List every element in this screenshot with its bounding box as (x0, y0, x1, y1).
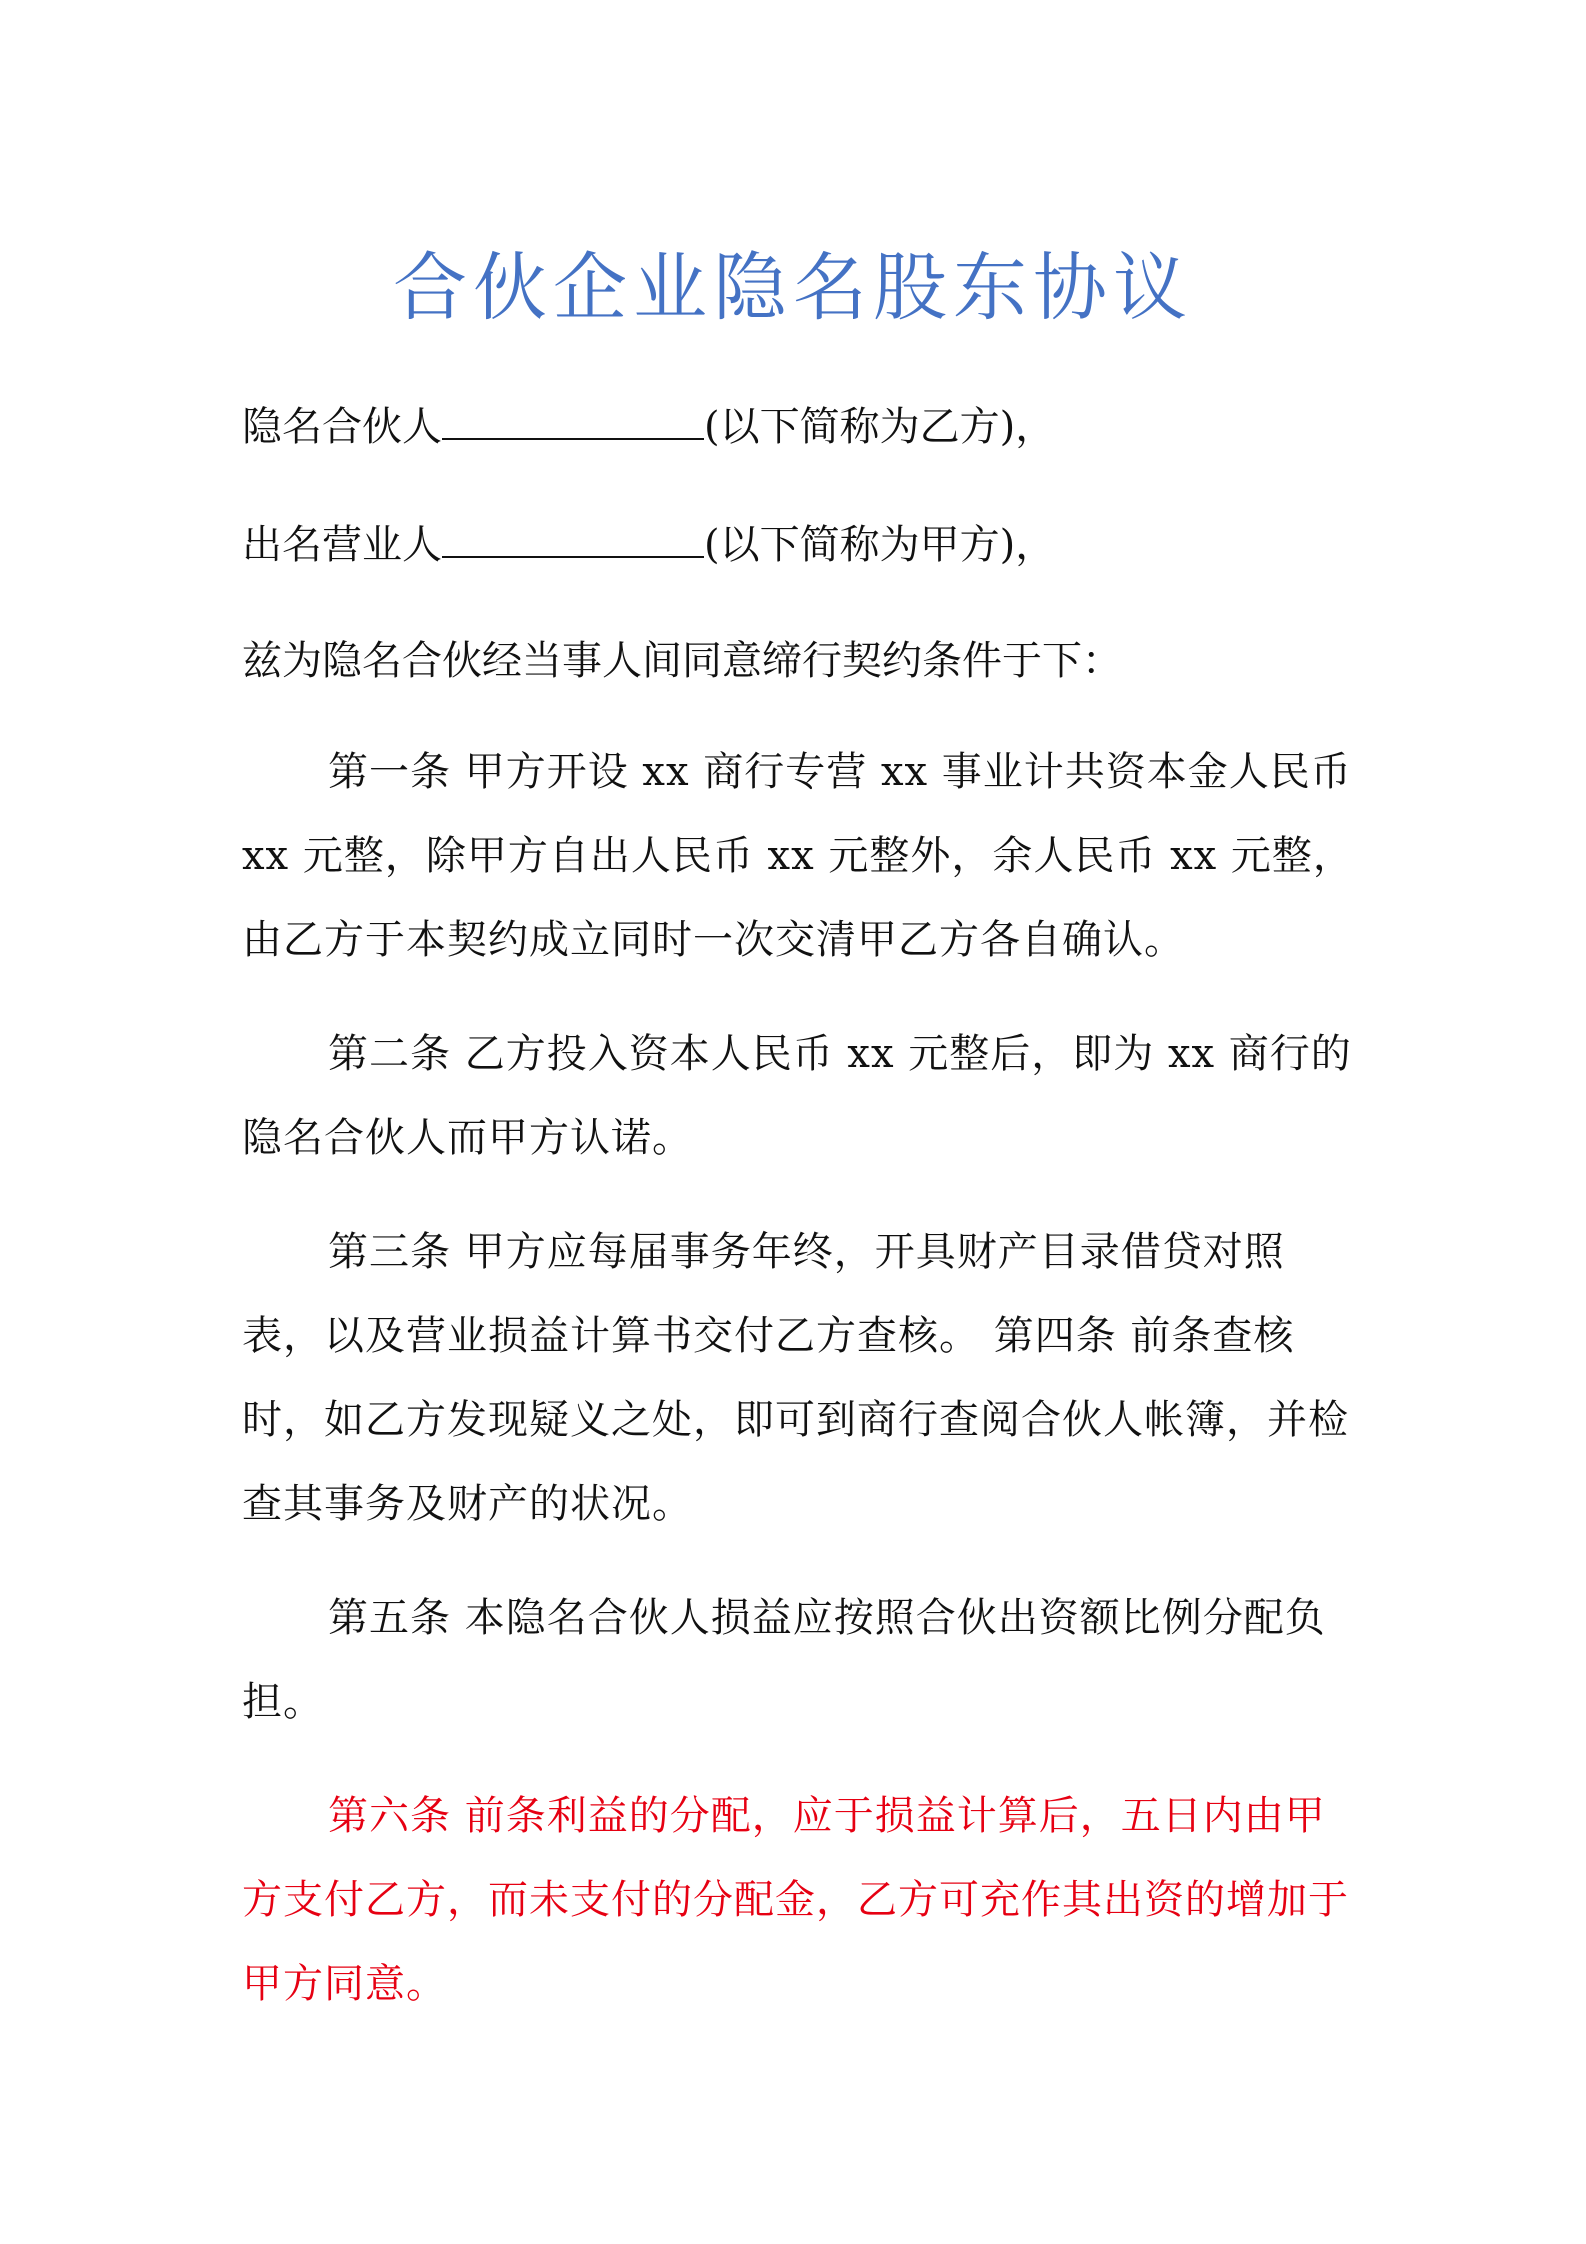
party-a-blank (442, 516, 704, 558)
party-a-label: 出名营业人 (242, 522, 442, 568)
party-a-line (242, 516, 1055, 573)
party-a-suffix: (以下简称为甲方)， (704, 522, 1056, 568)
article-1 (242, 730, 1362, 982)
party-b-label: 隐名合伙人 (242, 404, 442, 450)
document-title: 合伙企业隐名股东协议 (393, 245, 1193, 331)
party-b-line (242, 398, 1055, 455)
article-3-4 (242, 1210, 1362, 1546)
article-2 (242, 1012, 1362, 1180)
intro-line: 兹为隐名合伙经当事人间同意缔行契约条件于下： (242, 638, 1122, 684)
article-5 (242, 1576, 1362, 1744)
article-6-text: 第六条 前条利益的分配，应于损益计算后，五日内由甲方支付乙方，而未支付的分配金，乙方可充作其出资的增加于甲方同意。 (242, 1793, 1349, 2007)
article-3-4-text: 第三条 甲方应每届事务年终，开具财产目录借贷对照表，以及营业损益计算书交付乙方查核。 第四条 前条查核时，如乙方发现疑义之处，即可到商行查阅合伙人帐簿，并检查其事务及财产的状况。 (242, 1229, 1349, 1527)
article-6 (242, 1774, 1362, 2026)
article-2-text: 第二条 乙方投入资本人民币 xx 元整后，即为 xx 商行的隐名合伙人而甲方认诺。 (242, 1031, 1352, 1161)
party-b-suffix: (以下简称为乙方)， (704, 404, 1056, 450)
party-b-blank (442, 398, 704, 440)
article-1-text: 第一条 甲方开设 xx 商行专营 xx 事业计共资本金人民币 xx 元整，除甲方自出人民币 xx 元整外，余人民币 xx 元整，由乙方于本契约成立同时一次交清甲乙方各自确认。 (242, 749, 1354, 963)
article-5-text: 第五条 本隐名合伙人损益应按照合伙出资额比例分配负担。 (242, 1595, 1326, 1725)
